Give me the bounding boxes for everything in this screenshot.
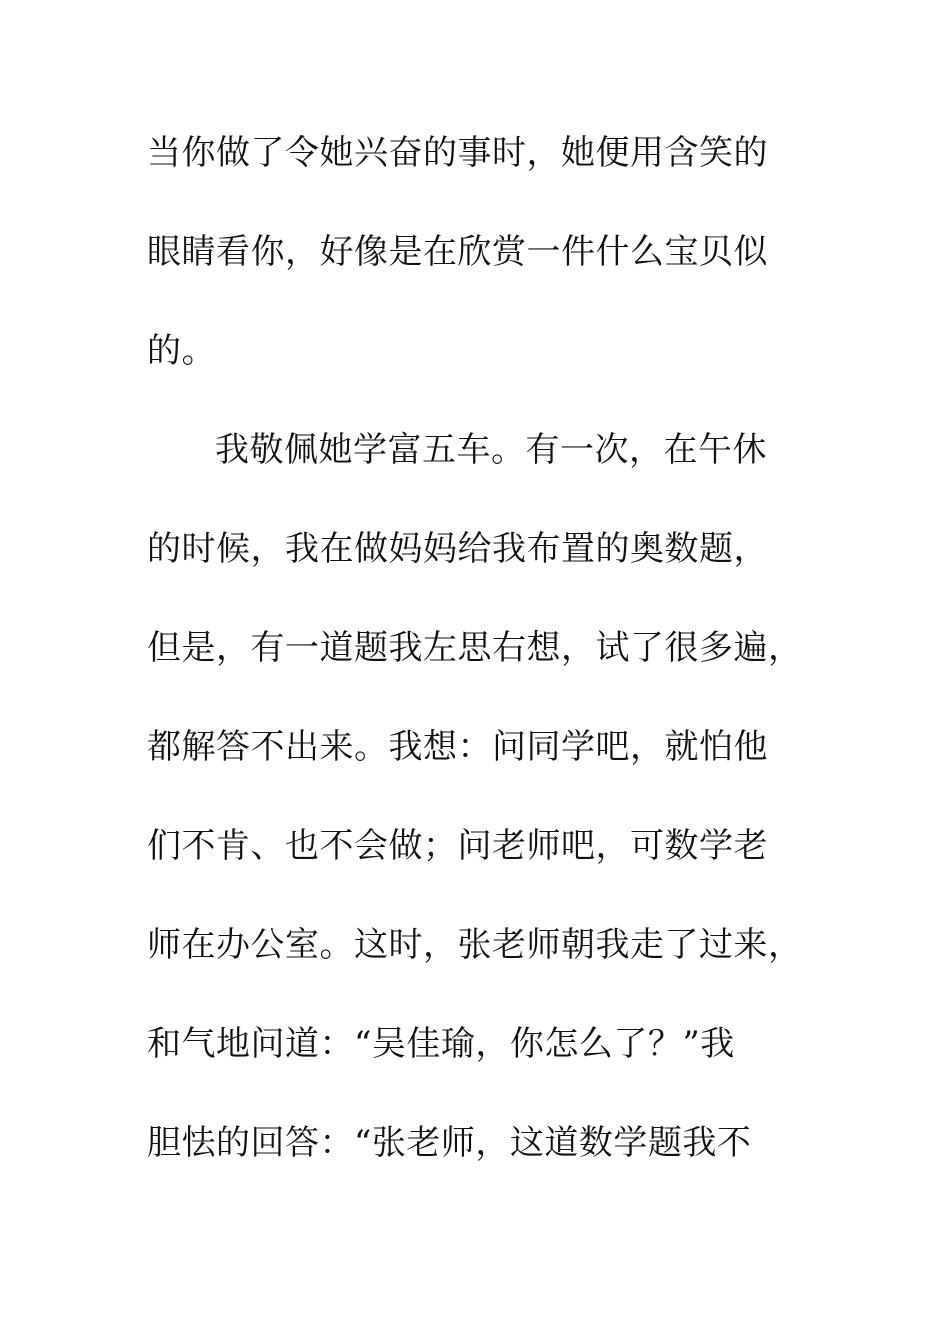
text-line: 们不肯、也不会做；问老师吧，可数学老 (147, 826, 768, 866)
text-line: 都解答不出来。我想：问同学吧，就怕他 (147, 727, 768, 767)
text-line: 胆怯的回答：“张老师，这道数学题我不 (147, 1123, 752, 1163)
paragraph-start-line: 我敬佩她学富五车。有一次，在午休 (215, 430, 767, 470)
text-line: 但是，有一道题我左思右想，试了很多遍， (147, 628, 803, 668)
text-line: 的时候，我在做妈妈给我布置的奥数题， (147, 529, 768, 569)
text-line: 师在办公室。这时，张老师朝我走了过来， (147, 925, 803, 965)
text-line: 的。 (147, 331, 216, 371)
body-text (147, 123, 807, 1212)
text-line: 眼睛看你，好像是在欣赏一件什么宝贝似 (147, 232, 768, 272)
text-line: 和气地问道：“吴佳瑜，你怎么了？”我 (147, 1024, 735, 1064)
text-line: 当你做了令她兴奋的事时，她便用含笑的 (147, 133, 768, 173)
